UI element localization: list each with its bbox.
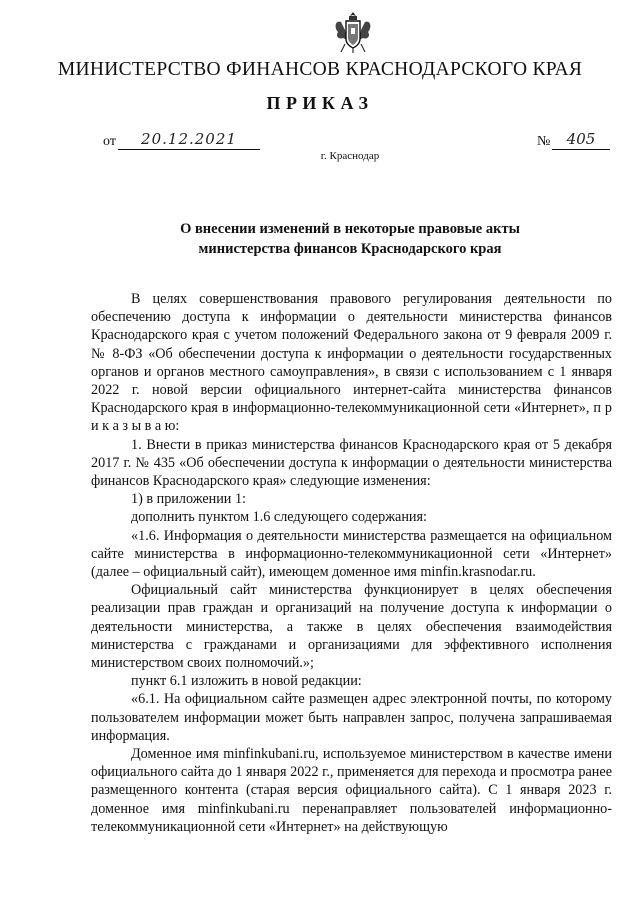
document-body bbox=[91, 290, 612, 836]
item-1-paragraph: 1. Внести в приказ министерства финансов Краснодарского края от 5 декабря 2017 г. № 435 «Об обеспечении доступа к информации о деятельности министерства финансов Краснодарского края» следующие изменения: bbox=[91, 436, 612, 490]
official-site-paragraph: Официальный сайт министерства функционирует в целях обеспечения реализации прав граждан и организаций на получение доступа к информации о деятельности министерства, а также в целях обеспечения взаимодействия министерства с гражданами и организациями для эффективного исполнения министерством своих полномочий.»; bbox=[91, 582, 612, 672]
document-city: г. Краснодар bbox=[320, 150, 380, 162]
clause-6-1-paragraph: «6.1. На официальном сайте размещен адрес электронной почты, по которому пользователем информации может быть направлен запрос, получена запрашиваемая информация. bbox=[91, 691, 612, 744]
document-number: 405 bbox=[552, 129, 610, 150]
date-label: от bbox=[103, 134, 116, 149]
clause-1-6-paragraph: «1.6. Информация о деятельности министерства размещается на официальном сайте министерства в информационно-телекоммуникационной сети «Интернет» (далее – официальный сайт), имеющем доменное имя minfin.krasnodar.ru. bbox=[91, 527, 612, 581]
clause-6-1-intro-paragraph: пункт 6.1 изложить в новой редакции: bbox=[131, 673, 362, 690]
add-clause-paragraph: дополнить пунктом 1.6 следующего содержания: bbox=[131, 509, 427, 526]
document-title bbox=[110, 219, 590, 259]
number-label: № bbox=[537, 134, 551, 149]
subitem-1-paragraph: 1) в приложении 1: bbox=[131, 491, 246, 508]
title-line-2: министерства финансов Краснодарского края bbox=[198, 241, 502, 257]
domain-name-paragraph: Доменное имя minfinkubani.ru, используемое министерством в качестве имени официального сайта до 1 января 2022 г., применяется для перехода и просмотра ранее размещенного контента (старая версия официального сайта). С 1 января 2023 г. доменное имя minfinkubani.ru перенаправляет пользователей информационно-телекоммуникационной сети «Интернет» на действующую bbox=[91, 746, 612, 835]
title-line-1: О внесении изменений в некоторые правовые акты bbox=[180, 221, 520, 237]
ministry-name: МИНИСТЕРСТВО ФИНАНСОВ КРАСНОДАРСКОГО КРАЯ bbox=[57, 59, 583, 80]
coat-of-arms-icon bbox=[333, 10, 373, 54]
preamble-paragraph: В целях совершенствования правового регулирования деятельности по обеспечению доступа к информации о деятельности министерства финансов Краснодарского края с учетом положений Федерального закона от 9 февраля 2009 г. № 8-ФЗ «Об обеспечении доступа к информации о деятельности государственных органов и органов местного самоуправления», в связи с использованием с 1 января 2022 г. новой версии официального интернет-сайта министерства финансов Краснодарского края в информационно-телекоммуникационной сети «Интернет», п р и к а з ы в а ю: bbox=[91, 291, 612, 435]
document-type: ПРИКАЗ bbox=[266, 93, 374, 113]
document-date: 20.12.2021 bbox=[118, 129, 260, 150]
